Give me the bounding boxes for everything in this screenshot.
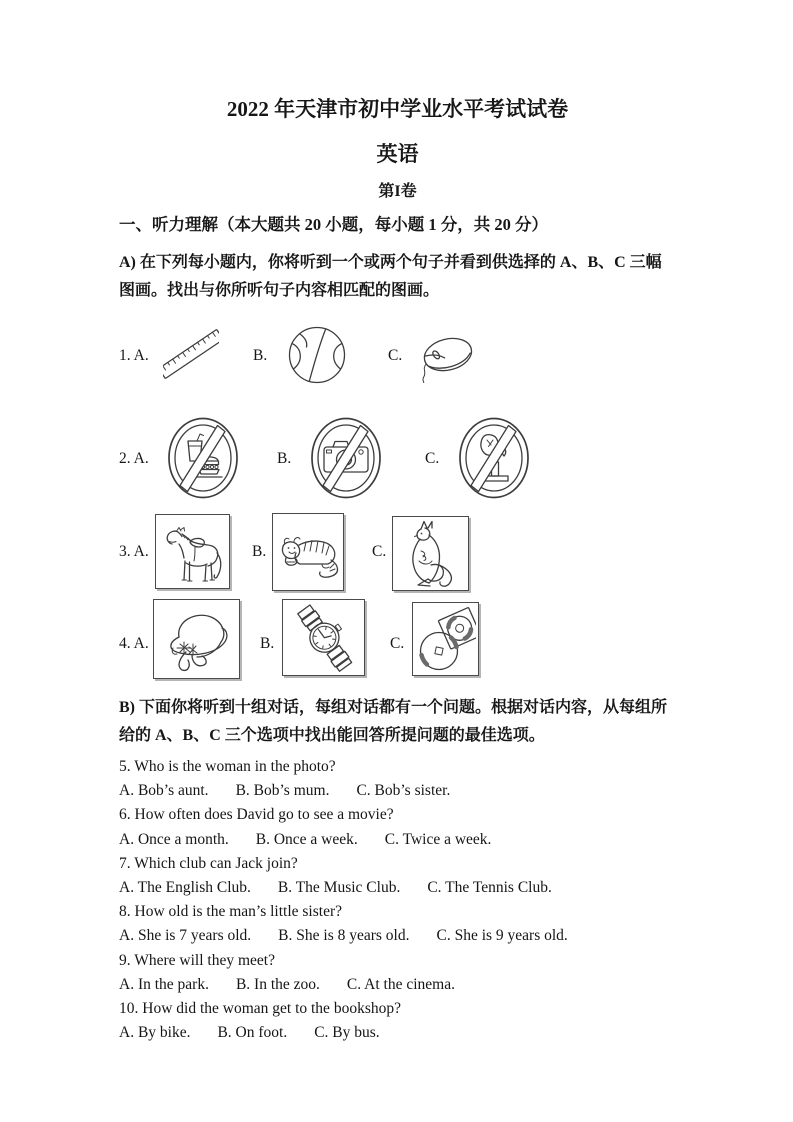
section-one-heading: 一、听力理解（本大题共 20 小题，每小题 1 分，共 20 分） (119, 215, 548, 234)
no-photos-sign-icon (309, 416, 383, 500)
q4-option-b-label: B. (260, 635, 275, 652)
option-b: B. Bob’s mum. (235, 782, 330, 800)
horse-icon (160, 518, 226, 586)
question-options (119, 1021, 676, 1045)
listening-questions (119, 755, 676, 1045)
option-c: C. By bus. (314, 1024, 380, 1042)
wristwatch-image-box (282, 599, 365, 676)
option-a: A. Once a month. (119, 830, 229, 848)
question-options (119, 828, 676, 852)
question-text: 9. Where will they meet? (119, 951, 275, 969)
question-options (119, 973, 676, 997)
picture-question-2 (119, 413, 676, 505)
option-c: C. She is 9 years old. (436, 927, 568, 945)
part-label: 第I卷 (378, 183, 417, 200)
q4-option-c-label: C. (390, 635, 405, 652)
question-6 (119, 803, 676, 851)
part-a-instructions: A) 在下列每小题内，你将听到一个或两个句子并看到供选择的 A、B、C 三幅图画。找出与你所听句子内容相匹配的图画。 (119, 254, 662, 299)
question-5 (119, 755, 676, 803)
subject-title: 英语 (376, 142, 419, 166)
q4-option-a-label: 4. A. (119, 635, 149, 652)
cd-image-box (412, 602, 479, 676)
option-c: C. At the cinema. (346, 975, 455, 993)
no-littering-sign-icon (457, 416, 531, 500)
page-content (119, 0, 676, 1045)
picture-question-1 (119, 321, 676, 391)
q3-option-b-label: B. (252, 543, 267, 560)
question-options (119, 876, 676, 900)
horse-image-box (155, 514, 230, 589)
tiger-image-box (272, 513, 344, 591)
part-b-instructions: B) 下面你将听到十组对话，每组对话都有一个问题。根据对话内容，从每组所给的 A、B、C 三个选项中找出能回答所提问题的最佳选项。 (119, 699, 668, 744)
q1-option-b-label: B. (253, 347, 268, 364)
q1-option-a-label: 1. A. (119, 347, 149, 364)
picture-question-4 (119, 598, 676, 690)
option-a: A. She is 7 years old. (119, 927, 252, 945)
wristwatch-icon (287, 603, 361, 673)
q1-option-c-label: C. (388, 347, 403, 364)
question-text: 7. Which club can Jack join? (119, 854, 298, 872)
option-b: B. In the zoo. (235, 975, 320, 993)
option-c: C. Twice a week. (384, 830, 492, 848)
q2-option-a-label: 2. A. (119, 450, 149, 467)
ruler-icon (163, 323, 219, 385)
option-a: A. Bob’s aunt. (119, 782, 209, 800)
cd-and-case-icon (416, 606, 476, 672)
sun-hat-icon (158, 603, 236, 675)
question-8 (119, 900, 676, 948)
q2-option-b-label: B. (277, 450, 292, 467)
question-7 (119, 852, 676, 900)
question-text: 8. How old is the man’s little sister? (119, 903, 343, 921)
option-a: A. By bike. (119, 1024, 191, 1042)
option-b: B. She is 8 years old. (278, 927, 410, 945)
question-options (119, 924, 676, 948)
option-a: A. In the park. (119, 975, 209, 993)
computer-mouse-icon (416, 329, 476, 383)
question-options (119, 779, 676, 803)
kangaroo-image-box (392, 516, 469, 591)
question-text: 10. How did the woman get to the bookshop? (119, 1000, 401, 1018)
option-b: B. On foot. (217, 1024, 288, 1042)
no-food-or-drink-sign-icon (166, 416, 240, 500)
q3-option-a-label: 3. A. (119, 543, 149, 560)
q3-option-c-label: C. (372, 543, 387, 560)
option-c: C. The Tennis Club. (427, 879, 552, 897)
question-text: 6. How often does David go to see a movie? (119, 806, 394, 824)
picture-question-3 (119, 512, 676, 592)
option-c: C. Bob’s sister. (356, 782, 451, 800)
basketball-icon (287, 325, 347, 385)
sun-hat-image-box (153, 599, 240, 679)
page-title: 2022 年天津市初中学业水平考试试卷 (226, 97, 569, 121)
kangaroo-icon (397, 520, 465, 588)
q2-option-c-label: C. (425, 450, 440, 467)
option-a: A. The English Club. (119, 879, 251, 897)
option-b: B. The Music Club. (277, 879, 401, 897)
question-9 (119, 949, 676, 997)
option-b: B. Once a week. (255, 830, 358, 848)
tiger-icon (275, 517, 341, 587)
question-10 (119, 997, 676, 1045)
question-text: 5. Who is the woman in the photo? (119, 758, 336, 775)
